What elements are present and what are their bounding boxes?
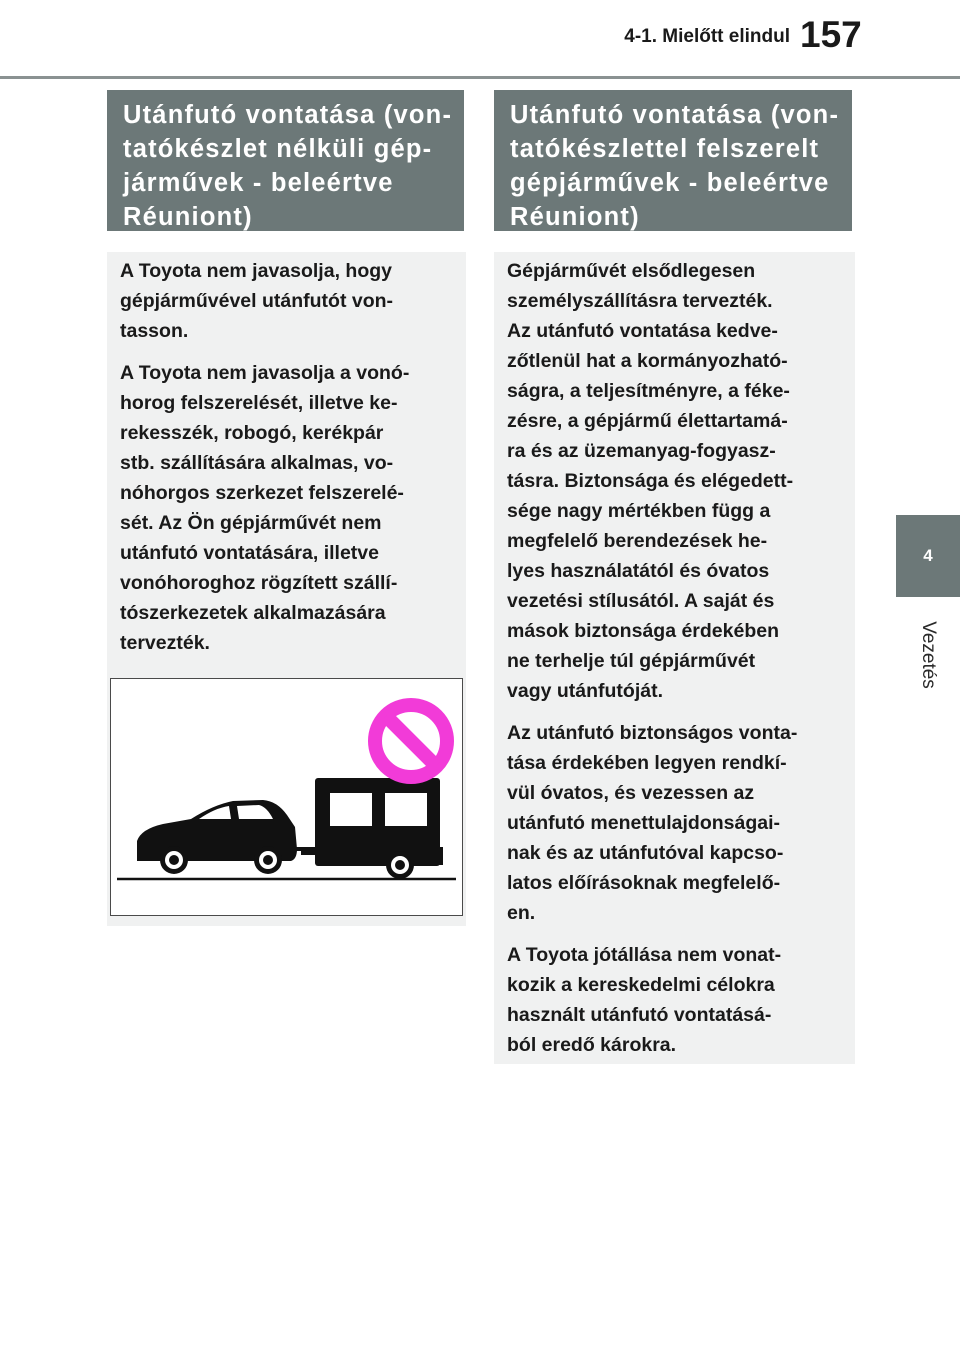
text-line: mások biztonsága érdekében <box>507 620 780 642</box>
text-line: tásra. Biztonsága és elégedett- <box>507 470 794 492</box>
text-line: zésre, a gépjármű élettartamá- <box>507 410 788 432</box>
text-line: vonóhoroghoz rögzített szállí- <box>120 572 398 594</box>
chapter-label-text: Vezetés <box>918 621 940 689</box>
text-line: ságra, a teljesítményre, a féke- <box>507 380 790 402</box>
text-line: tervezték. <box>120 632 210 654</box>
title-line: Réuniont) <box>123 203 253 231</box>
paragraph <box>120 358 456 658</box>
chapter-label <box>896 600 960 710</box>
text-line: ból eredő károkra. <box>507 1034 677 1056</box>
text-line: utánfutó menettulajdonságai- <box>507 812 780 834</box>
text-line: utánfutó vontatására, illetve <box>120 542 379 564</box>
text-line: rekesszék, robogó, kerékpár <box>120 422 384 444</box>
text-line: vül óvatos, és vezessen az <box>507 782 755 804</box>
text-line: Az utánfutó vontatása kedve- <box>507 320 778 342</box>
illustration-svg <box>111 679 462 915</box>
page-number: 157 <box>800 14 862 55</box>
text-line: A Toyota jótállása nem vonat- <box>507 944 782 966</box>
text-line: sége nagy mértékben függ a <box>507 500 771 522</box>
text-line: zőtlenül hat a kormányozható- <box>507 350 788 372</box>
text-line: Az utánfutó biztonságos vonta- <box>507 722 798 744</box>
text-line: nóhorgos szerkezet felszerelé- <box>120 482 404 504</box>
text-line: lyes használatától és óvatos <box>507 560 770 582</box>
paragraph <box>507 256 845 706</box>
paragraph <box>507 718 845 928</box>
towing-prohibited-illustration <box>110 678 463 916</box>
text-line: használt utánfutó vontatásá- <box>507 1004 772 1026</box>
paragraph <box>507 940 845 1060</box>
text-line: A Toyota nem javasolja, hogy <box>120 260 392 282</box>
text-line: gépjárművével utánfutót von- <box>120 290 394 312</box>
text-line: nak és az utánfutóval kapcso- <box>507 842 784 864</box>
paragraph <box>120 256 456 346</box>
text-line: vagy utánfutóját. <box>507 680 664 702</box>
trailer-icon <box>301 778 443 879</box>
text-line: vezetési stílusától. A saját és <box>507 590 775 612</box>
text-line: A Toyota nem javasolja a vonó- <box>120 362 410 384</box>
text-line: megfelelő berendezések he- <box>507 530 768 552</box>
title-line: járművek - beleértve <box>123 169 394 197</box>
title-line: Utánfutó vontatása (von- <box>510 101 840 129</box>
text-line: tása érdekében legyen rendkí- <box>507 752 787 774</box>
section-title: 4-1. Mielőtt elindul <box>624 26 790 47</box>
text-line: latos előírásoknak megfelelő- <box>507 872 781 894</box>
text-line: sét. Az Ön gépjárművét nem <box>120 512 382 534</box>
prohibition-icon <box>375 705 447 777</box>
chapter-tab: 4 <box>896 515 960 597</box>
title-line: Réuniont) <box>510 203 640 231</box>
header-rule <box>0 76 960 79</box>
text-line: tasson. <box>120 320 189 342</box>
text-line: Gépjárművét elsődlegesen <box>507 260 756 282</box>
text-line: en. <box>507 902 536 924</box>
right-column-title <box>494 90 852 231</box>
text-line: stb. szállítására alkalmas, vo- <box>120 452 394 474</box>
title-line: gépjárművek - beleértve <box>510 169 830 197</box>
title-line: tatókészlettel felszerelt <box>510 135 820 163</box>
title-line: tatókészlet nélküli gép- <box>123 135 433 163</box>
text-line: személyszállításra tervezték. <box>507 290 773 312</box>
left-column-title <box>107 90 464 231</box>
text-line: kozik a kereskedelmi célokra <box>507 974 775 996</box>
title-line: Utánfutó vontatása (von- <box>123 101 453 129</box>
text-line: tószerkezetek alkalmazására <box>120 602 386 624</box>
text-line: ra és az üzemanyag-fogyasz- <box>507 440 776 462</box>
car-icon <box>137 800 317 874</box>
text-line: ne terhelje túl gépjárművét <box>507 650 756 672</box>
text-line: horog felszerelését, illetve ke- <box>120 392 398 414</box>
right-column-body <box>494 252 855 1064</box>
